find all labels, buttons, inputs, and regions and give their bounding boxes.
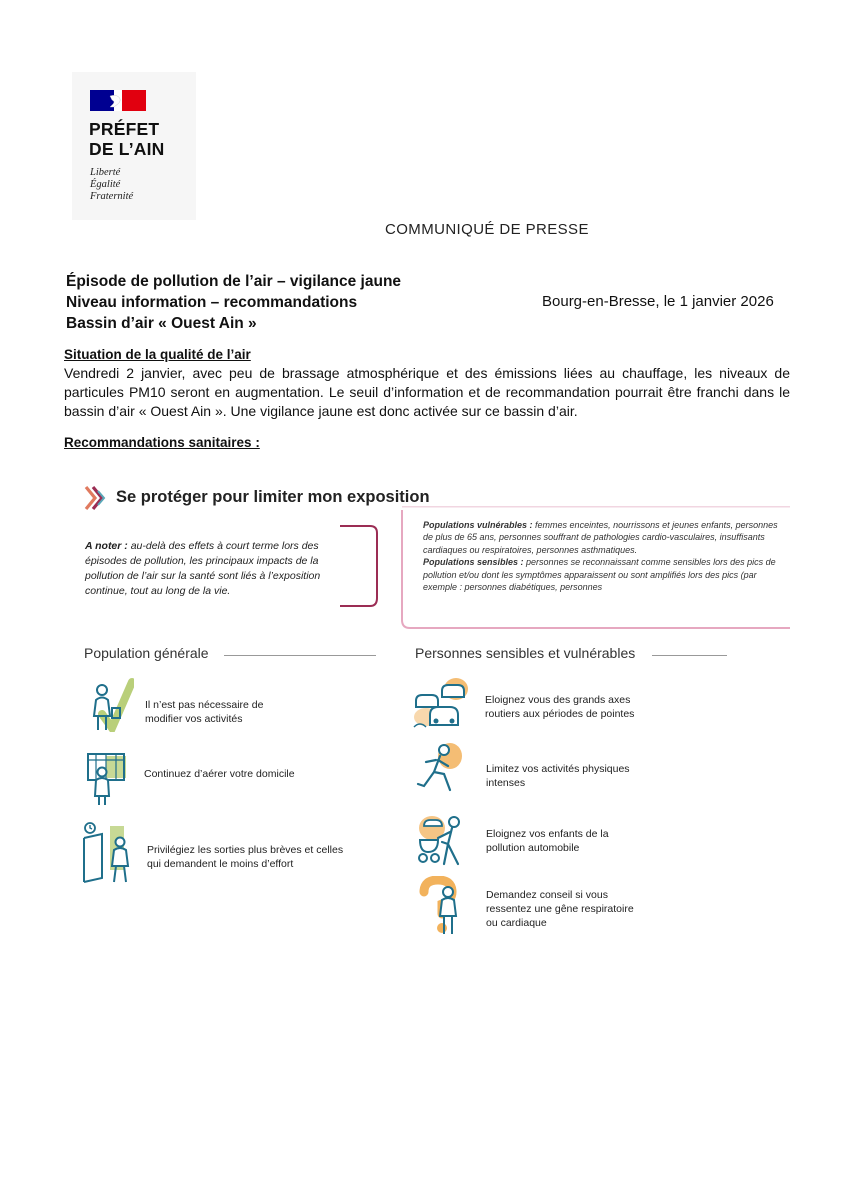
sensitive-item-text: Limitez vos activités physiques intenses — [486, 763, 630, 789]
general-population-heading: Population générale — [84, 645, 209, 661]
person-door-clock-icon — [80, 820, 136, 884]
question-person-icon — [414, 876, 470, 938]
sensitive-populations — [423, 556, 785, 593]
motto-line: Fraternité — [90, 191, 134, 202]
situation-heading: Situation de la qualité de l’air — [64, 347, 251, 362]
vulnerable-label: Populations vulnérables : — [423, 520, 533, 530]
sensitive-text: personnes se reconnaissant comme sensibles lors des pics de pollution et/ou dont les symptômes apparaissent ou sont amplifiés lors des pics (par exemple : personnes diabétiques, personnes — [423, 557, 776, 593]
title-line: Niveau information – recommandations — [66, 294, 358, 311]
sensitive-population-heading: Personnes sensibles et vulnérables — [415, 645, 636, 661]
note-box — [85, 539, 353, 599]
motto-line: Liberté — [90, 167, 121, 178]
sensitive-label: Populations sensibles : — [423, 557, 524, 568]
sensitive-item-text: Demandez conseil si vous ressentez une gêne respiratoire ou cardiaque — [486, 889, 634, 929]
document-type: COMMUNIQUÉ DE PRESSE — [385, 221, 589, 238]
note-text: au-delà des effets à court terme lors des épisodes de pollution, les principaux impacts de la pollution de l’air sur la santé sont liés à l’exposition continue, tout au long de la vie. — [85, 540, 321, 597]
stroller-icon — [414, 812, 472, 868]
sensitive-item-text: Eloignez vous des grands axes routiers aux périodes de pointes — [485, 694, 635, 720]
cars-pollution-icon — [412, 675, 470, 731]
vulnerable-populations — [423, 519, 785, 556]
situation-paragraph: Vendredi 2 janvier, avec peu de brassage atmosphérique et des émissions liées au chauffage, les niveaux de particules PM10 seront en augmentation. Le seuil d’information et de recommandation pourrait être franchi dans le bassin d’air « Ouest Ain ». Une vigilance jaune est donc activée sur ce bassin d’air. — [64, 365, 790, 419]
general-item-text: Privilégiez les sorties plus brèves et celles qui demandent le moins d’effort — [147, 844, 344, 870]
recommendations-heading: Recommandations sanitaires : — [64, 435, 260, 450]
person-window-icon — [82, 750, 134, 806]
title-line: Épisode de pollution de l’air – vigilance jaune — [66, 273, 402, 290]
heading-divider — [224, 655, 376, 656]
vulnerable-text: femmes enceintes, nourrissons et jeunes enfants, personnes de plus de 65 ans, personnes souffrant de pathologies cardio-vasculaires, insuffisants cardiaques ou respiratoires, personnes asthmatiques. — [423, 520, 778, 555]
runner-icon — [414, 740, 466, 796]
general-item-text: Il n’est pas nécessaire de modifier vos activités — [145, 699, 264, 725]
infographic-title: Se protéger pour limiter mon exposition — [116, 488, 430, 506]
populations-box — [423, 519, 785, 593]
logo-title-line: DE L’AIN — [89, 139, 165, 159]
motto-line: Égalité — [90, 179, 121, 190]
logo-title-line: PRÉFET — [89, 119, 160, 139]
title-line: Bassin d’air « Ouest Ain » — [66, 315, 257, 332]
heading-divider — [652, 655, 727, 656]
person-checkmark-icon — [82, 676, 134, 732]
sensitive-item-text: Eloignez vos enfants de la pollution automobile — [486, 828, 609, 854]
note-label: A noter : — [85, 540, 128, 552]
general-item-text: Continuez d’aérer votre domicile — [144, 768, 295, 780]
place-date: Bourg-en-Bresse, le 1 janvier 2026 — [542, 293, 774, 310]
